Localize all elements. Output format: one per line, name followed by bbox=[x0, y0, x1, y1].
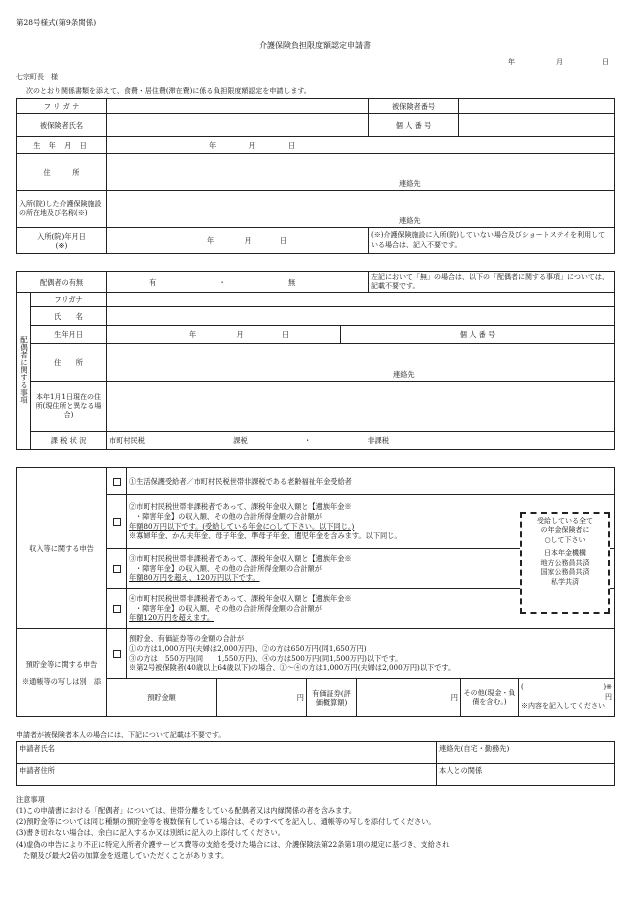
date-year: 年 bbox=[508, 58, 515, 66]
spouse-exists-note: 左記において「無」の場合は、以下の「配偶者に関する事項」については、記載不要です。 bbox=[369, 272, 615, 293]
spouse-personal-number-label: 個 人 番 号 bbox=[341, 326, 615, 344]
tax-exempt-option[interactable]: 非課税 bbox=[367, 436, 390, 445]
birth-date-field[interactable]: 年 月 日 bbox=[107, 137, 615, 154]
opt2-text: ②市町村民税世帯非課税者であって、課税年金収入額と【遺族年金※ ・障害年金】の収入額、その他の合計所得金額の合計額が 年額80万円以下です。(受給している年金に○して下さい。以下同じ。) ※寡婦年金、かん夫年金、母子年金、準母子年金、遺児年金を含みます。以下同じ。 bbox=[127, 495, 615, 549]
spouse-name-field[interactable] bbox=[107, 307, 615, 326]
insured-number-label: 被保険者番号 bbox=[369, 99, 459, 114]
securities-label: 有価証券(評価概算額) bbox=[307, 679, 357, 717]
spouse-address-field[interactable] bbox=[107, 344, 615, 382]
proxy-name-field[interactable]: 申請者氏名 bbox=[17, 742, 437, 764]
savings-label: 預貯金等に関する申告 ※通帳等の写しは別 添 bbox=[17, 629, 107, 717]
spouse-section-label: 配偶者に関する事項 bbox=[17, 293, 31, 450]
spouse-furigana-field[interactable] bbox=[107, 293, 615, 307]
savings-text: 預貯金、有価証券等の金額の合計が ①の方は1,000万円(夫婦は2,000万円)、②の方は650万円(同1,650万円) ③の方は 550万円(同 1,550万円)、④の方は500万円(同1,500万円)以下です。 ※第2号被保険者(40歳以上64歳以下)の場合、①～④の方は1,000万円(夫婦は2,000万円)以下です。 bbox=[127, 629, 615, 679]
securities-field[interactable]: 円 bbox=[357, 679, 461, 717]
opt3-text: ③市町村民税世帯非課税者であって、課税年金収入額と【遺族年金※ ・障害年金】の収入額、その他の合計所得金額の合計額が 年額80万円を超え、120万円以下です。 bbox=[127, 549, 615, 589]
spouse-name-label: 氏 名 bbox=[31, 307, 107, 326]
date-day: 日 bbox=[602, 58, 609, 66]
spouse-prev-address-label: 本年1月1日現在の住所(現住所と異なる場合) bbox=[31, 382, 107, 432]
form-title: 介護保険負担限度額認定申請書 bbox=[259, 41, 371, 50]
proxy-address-field[interactable]: 申請者住所 bbox=[17, 764, 437, 786]
pension-option-chiho[interactable]: 地方公務員共済 bbox=[540, 558, 590, 567]
savings-checkbox[interactable] bbox=[107, 629, 127, 679]
opt4-checkbox[interactable] bbox=[107, 589, 127, 629]
spouse-table bbox=[16, 271, 615, 450]
proxy-relation-field[interactable]: 本人との関係 bbox=[437, 764, 615, 786]
pension-option-shigaku[interactable]: 私学共済 bbox=[551, 577, 579, 586]
notes-section: 注意事項 (1)この申請書における「配偶者」については、世帯分離をしている配偶者又は内縁関係の者を含みます。 (2)預貯金等については同じ種類の預貯金等を複数保有している場合は、そのすべてを記入し、通帳等の写しを添付してください。 (3)書き切れない場合は、余白に記入するか又は別紙に記入の上添付してください。 (4)虚偽の申告により不正に特定入所者介護サービス費等の支給を受けた場合には、介護保険法第22条第1項の規定に基づき、支給され た額及び最大2倍の加算金を返還していただくことがあります。 bbox=[16, 795, 450, 860]
spouse-prev-address-field[interactable] bbox=[107, 382, 615, 432]
admission-date-field[interactable]: 年 月 日 bbox=[107, 228, 369, 254]
spouse-tax-label: 課 税 状 況 bbox=[31, 432, 107, 450]
intro-text: 次のとおり関係書類を添えて、食費・居住費(滞在費)に係る負担限度額認定を申請します。 bbox=[26, 87, 311, 95]
proxy-note: 申請者が被保険者本人の場合には、下記について記載は不要です。 bbox=[16, 731, 226, 739]
proxy-contact-field[interactable]: 連絡先(自宅・勤務先) bbox=[437, 742, 615, 764]
tax-taxed-option[interactable]: 課税 bbox=[233, 436, 248, 445]
address-contact-label: 連絡先 bbox=[399, 179, 421, 188]
facility-contact-label: 連絡先 bbox=[399, 216, 421, 225]
admission-date-label: 入所(院)年月日 (※) bbox=[17, 228, 107, 254]
birth-date-label: 生 年 月 日 bbox=[17, 137, 107, 154]
opt3-checkbox[interactable] bbox=[107, 549, 127, 589]
pension-insurer-box: 受給している全て の年金保険者に ○して下さい 日本年金機構 地方公務員共済 国家公務員共済 私学共済 bbox=[520, 512, 610, 614]
deposit-field[interactable]: 円 bbox=[217, 679, 307, 717]
spouse-exists-choice[interactable]: 有 ・ 無 bbox=[107, 272, 369, 293]
address-field[interactable] bbox=[107, 154, 615, 191]
insured-name-field[interactable] bbox=[107, 114, 369, 137]
spouse-no-option[interactable]: 無 bbox=[288, 277, 296, 287]
facility-label: 入所(院)した介護保険施設の所在地及び名称(※) bbox=[17, 191, 107, 228]
other-assets-field[interactable]: ( )※ 円 ※内容を記入してください bbox=[519, 679, 615, 717]
spouse-furigana-label: フリガナ bbox=[31, 293, 107, 307]
addressee: 七宗町長 様 bbox=[16, 73, 58, 81]
spouse-yes-option[interactable]: 有 bbox=[149, 277, 157, 287]
admission-note: (※)介護保険施設に入所(院)していない場合及びショートステイを利用している場合は、記入不要です。 bbox=[369, 228, 615, 254]
opt1-text: ①生活保護受給者／市町村民税世帯非課税である老齢福祉年金受給者 bbox=[127, 468, 615, 495]
date-month: 月 bbox=[556, 58, 563, 66]
notes-heading: 注意事項 bbox=[16, 795, 45, 804]
applicant-table bbox=[16, 98, 615, 254]
personal-number-label: 個 人 番 号 bbox=[369, 114, 459, 137]
spouse-birth-label: 生年月日 bbox=[31, 326, 107, 344]
income-label: 収入等に関する申告 bbox=[17, 468, 107, 629]
spouse-contact-label: 連絡先 bbox=[393, 370, 415, 379]
opt2-checkbox[interactable] bbox=[107, 495, 127, 549]
proxy-table bbox=[16, 741, 615, 786]
spouse-birth-field[interactable]: 年 月 日 bbox=[107, 326, 341, 344]
spouse-tax-choice[interactable]: 市町村民税 課税 ・ 非課税 bbox=[107, 432, 615, 450]
address-label: 住 所 bbox=[17, 154, 107, 191]
pension-option-kokka[interactable]: 国家公務員共済 bbox=[540, 568, 590, 577]
spouse-address-label: 住 所 bbox=[31, 344, 107, 382]
personal-number-field[interactable] bbox=[459, 114, 615, 137]
opt4-text: ④市町村民税世帯非課税者であって、課税年金収入額と【遺族年金※ ・障害年金】の収入額、その他の合計所得金額の合計額が 年額120万円を超えます。 bbox=[127, 589, 615, 629]
other-assets-label: その他(現金・負債を含む。) bbox=[461, 679, 519, 717]
furigana-field[interactable] bbox=[107, 99, 369, 114]
opt1-checkbox[interactable] bbox=[107, 468, 127, 495]
facility-field[interactable] bbox=[107, 191, 615, 228]
pension-option-nenkin[interactable]: 日本年金機構 bbox=[544, 549, 586, 558]
insured-number-field[interactable] bbox=[459, 99, 615, 114]
furigana-label: フ リ ガ ナ bbox=[17, 99, 107, 114]
spouse-exists-label: 配偶者の有無 bbox=[17, 272, 107, 293]
deposit-label: 預貯金額 bbox=[107, 679, 217, 717]
insured-name-label: 被保険者氏名 bbox=[17, 114, 107, 137]
form-number: 第28号様式(第9条関係) bbox=[16, 18, 97, 27]
